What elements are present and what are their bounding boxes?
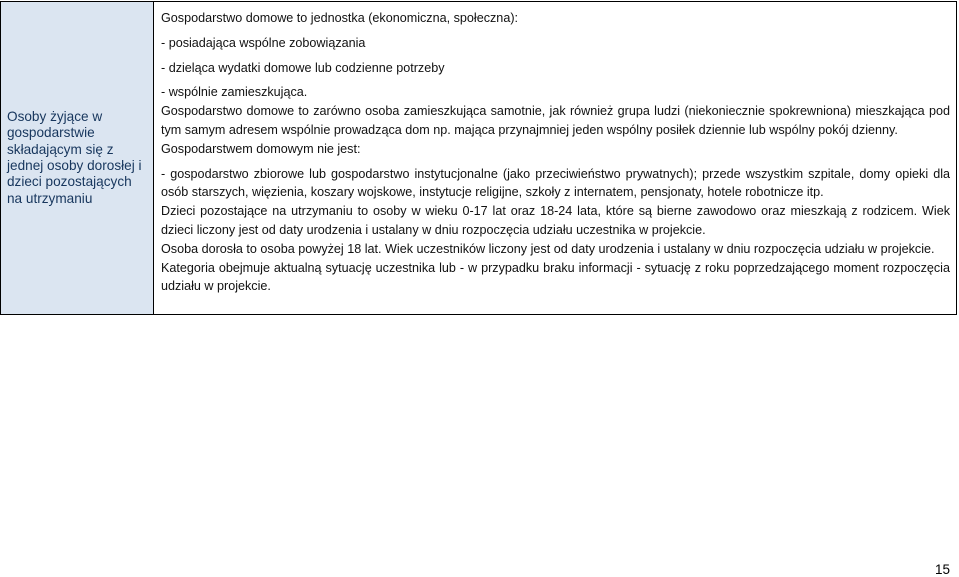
definition-table xyxy=(0,1,957,315)
category-note: Kategoria obejmuje aktualną sytuację uczestnika lub - w przypadku braku informacji - sytuację z roku poprzedzającego moment rozpoczęcia udziału w projekcie. xyxy=(161,260,950,294)
category-label: Osoby żyjące w gospodarstwie składającym się z jednej osoby dorosłej i dzieci pozostających na utrzymaniu xyxy=(7,108,142,206)
definition-item: - dzieląca wydatki domowe lub codzienne potrzeby xyxy=(161,60,445,75)
not-household-intro: Gospodarstwem domowym nie jest: xyxy=(161,141,361,156)
definition-item: - posiadająca wspólne zobowiązania xyxy=(161,35,366,50)
definition-item: - wspólnie zamieszkująca. xyxy=(161,85,308,100)
household-description: Gospodarstwo domowe to zarówno osoba zamieszkująca samotnie, jak również grupa ludzi (niekoniecznie spokrewniona) mieszkająca pod tym samym adresem wspólnie prowadząca dom np. mająca przynajmniej jeden wspólny posiłek dziennie lub wspólny pokój dzienny. xyxy=(161,104,950,137)
adult-definition: Osoba dorosła to osoba powyżej 18 lat. Wiek uczestników liczony jest od daty urodzenia i ustalany w dniu rozpoczęcia udziału w projekcie. xyxy=(161,241,935,256)
definition-cell xyxy=(154,2,956,314)
page-number: 15 xyxy=(934,562,950,577)
definition-intro: Gospodarstwo domowe to jednostka (ekonomiczna, społeczna): xyxy=(161,11,519,25)
not-household-item: - gospodarstwo zbiorowe lub gospodarstwo instytucjonalne (jako przeciwieństwo prywatnych); przede wszystkim szpitale, domy opieki dla osób starszych, więzienia, koszary wojskowe, instytucje religijne, szkoły z internatem, pensjonaty, hotele robotnicze itp. xyxy=(161,166,950,200)
dependent-children-definition: Dzieci pozostające na utrzymaniu to osoby w wieku 0-17 lat oraz 18-24 lata, które są bierne zawodowo oraz mieszkają z rodzicem. Wiek dzieci liczony jest od daty urodzenia i ustalany w dniu rozpoczęcia udziału uczestnika w projekcie. xyxy=(161,204,950,237)
category-label-cell xyxy=(1,2,154,314)
